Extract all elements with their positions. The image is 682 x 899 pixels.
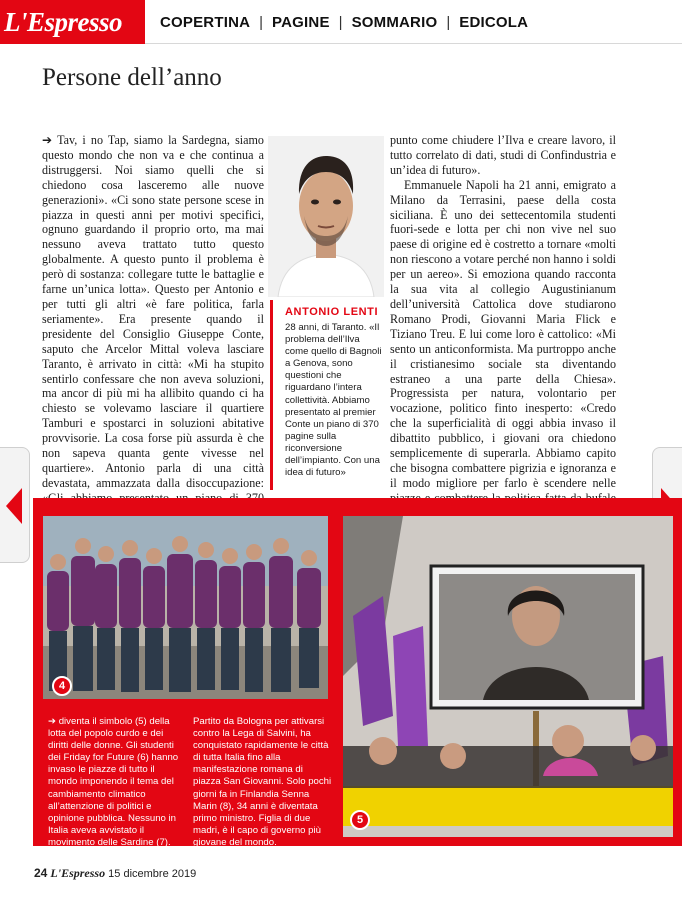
nav-separator: | bbox=[446, 13, 451, 31]
arrow-right-icon: ➔ bbox=[42, 133, 58, 147]
article-column-1 bbox=[42, 133, 264, 521]
nav-separator: | bbox=[338, 13, 343, 31]
profile-accent-bar bbox=[270, 300, 273, 490]
profile-name: ANTONIO LENTI bbox=[285, 306, 379, 318]
arrow-right-icon: ➔ bbox=[48, 716, 59, 727]
article-paragraph: punto come chiudere l’Ilva e creare lavoro, il tutto correlato di dati, studi di Confindustria e un’idea di futuro». bbox=[390, 133, 616, 177]
footer-magazine-name: L'Espresso bbox=[50, 866, 106, 880]
article-paragraph bbox=[42, 133, 264, 521]
nav-separator: | bbox=[259, 13, 264, 31]
portrait-photo bbox=[268, 136, 384, 297]
protest-photo-illustration bbox=[343, 516, 673, 837]
photo-number-badge: 4 bbox=[52, 676, 72, 696]
chevron-left-icon bbox=[6, 488, 24, 524]
nav-edicola[interactable]: EDICOLA bbox=[459, 13, 529, 31]
photo-caption-2: Partito da Bologna per attivarsi contro la Lega di Salvini, ha conquistato rapidamente le città di tutta Italia fino alla manifestazione romana di piazza San Giovanni. Solo pochi giorni fa in Finlandia Senna Marin (8), 34 anni è diventata primo ministro. Figlia di due madri, è il capo di governo più giovane del mondo. bbox=[193, 716, 332, 848]
paragraph-text: Tav, i no Tap, siamo la Sardegna, siamo questo mondo che non va e che continua a distruggersi. Noi siamo quelli che si chiedono cosa lasceremo alle nuove generazioni». «Ci sono state persone scese in piazza in questi anni per motivi specifici, ognuno guardando il proprio orto, ma mai nessuno aveva trattato tutto questo globalmente. A questo punto il problema è però di sostanza: collegare tutte le battaglie e farne un’unica lotta». Questo per Antonio e per tutti gli altri «è fare politica, farla seriamente». Era presente quando il presidente del Consiglio Giuseppe Conte, saputo che Arcelor Mittal voleva lasciare Taranto, è arrivato in città: «Mi ha stupito sentirlo confessare che non aveva soluzioni, ma ancor di più mi ha allibito quando ci ha chiesto se volevamo lasciare il quartiere Tamburi e spostarci in soluzioni abitative provvisorie. La cosa forse più assurda è che non sapeva quanta gente vivesse nel quartiere». Antonio parla di una città devastata, ammazzata dalla disoccupazione: bbox=[42, 133, 264, 490]
portrait-illustration bbox=[268, 136, 384, 297]
article-paragraph: Emmanuele Napoli ha 21 anni, emigrato a Milano da Terrasini, paese della costa siciliana. È uno dei settecentomila studenti fuori-sede e lotta per chi non vive nel suo paese di origine ed è costretto a tornare «molti non riescono a votare perché non hanno i soldi per un aereo». Si emoziona quando racconta la sua vita al collegio Augustinianum dell’università Cattolica dove studiarono Romano Prodi, Giovanni Maria Flick e Tiziano Treu. E lui come loro è cattolico: «Mi sento un anticonformista. Ma purtroppo anche il cristianesimo sociale sta diventando estraneo a una parte della Chiesa». Progressista per natura, volontario per vocazione, politico finto inesperto: «Credo che la superficialità di oggi abbia invaso il dibattito pubblico, i giovani ora chiedono semplicemente di superarla. Abbiamo capito che bisogna combattere pigrizia e ignoranza e il modo migliore per farlo è scendere nelle bbox=[390, 177, 616, 490]
previous-page-button[interactable] bbox=[0, 447, 30, 563]
profile-text: 28 anni, di Taranto. «Il problema dell’Ilva come quello di Bagnoli a Genova, sono questioni che riguardano l’intera collettività. Abbiamo presentato al premier Conte un piano di 370 pagine sulla riconversione dell’impianto. Con una idea di futuro» bbox=[285, 322, 382, 479]
nav-pagine[interactable]: PAGINE bbox=[272, 13, 330, 31]
caption-text: diventa il simbolo (5) della lotta del popolo curdo e dei diritti delle donne. Gli studenti dei Friday for Future (6) hanno invaso le piazze di tutto il mondo imponendo il tema del cambiamento climatico all’attenzione di politici e opinione pubblica. Nessuno in Italia aveva avvistato il movimento delle Sardine (7). bbox=[48, 716, 179, 848]
section-title: Persone dell’anno bbox=[42, 64, 222, 91]
article-column-3 bbox=[390, 133, 616, 521]
photo-caption-1 bbox=[48, 716, 186, 849]
group-photo-illustration bbox=[43, 516, 328, 699]
nav-copertina[interactable]: COPERTINA bbox=[160, 13, 251, 31]
photo-kurdish-protest bbox=[343, 516, 673, 837]
page-footer bbox=[34, 866, 196, 881]
top-bar bbox=[0, 0, 682, 44]
photo-group-students bbox=[43, 516, 328, 699]
logo[interactable]: L'Espresso bbox=[0, 0, 145, 44]
footer-date: 15 dicembre 2019 bbox=[108, 868, 197, 880]
nav-sommario[interactable]: SOMMARIO bbox=[351, 13, 438, 31]
main-nav bbox=[160, 0, 528, 44]
photo-number-badge: 5 bbox=[350, 810, 370, 830]
page-number: 24 bbox=[34, 866, 48, 880]
